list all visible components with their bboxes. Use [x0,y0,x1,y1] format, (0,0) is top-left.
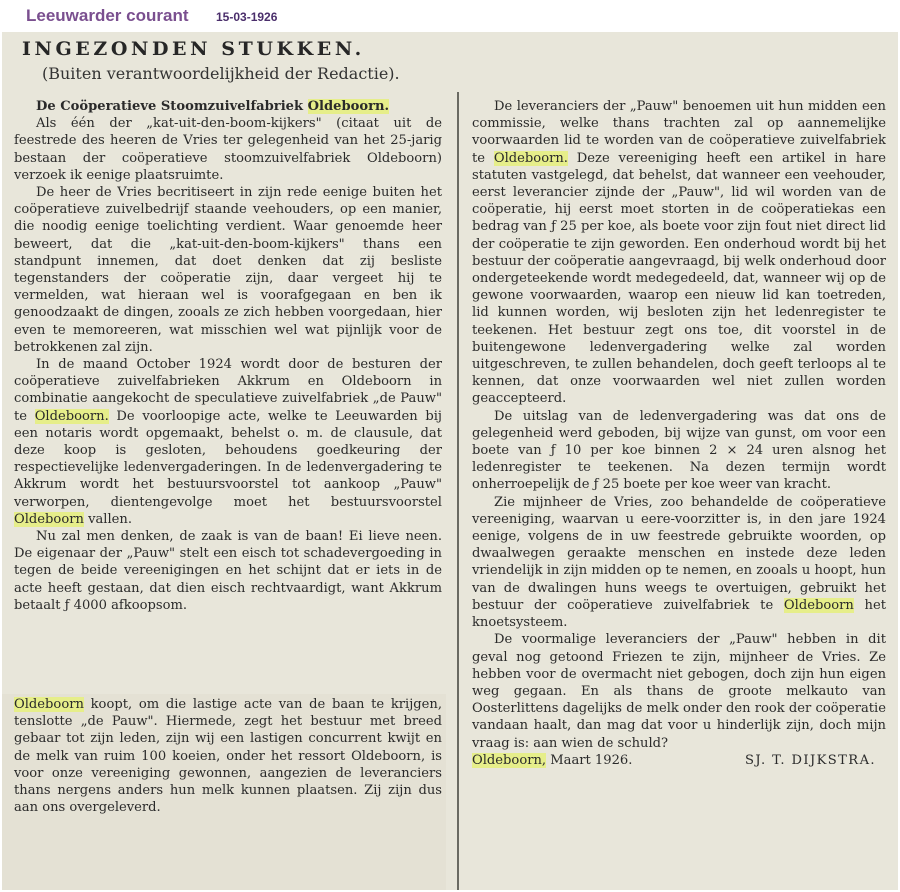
left-column [14,98,442,614]
highlight-term: Oldeboorn [783,597,854,613]
article-title: De Coöperatieve Stoomzuivelfabriek Oldeboorn. [36,99,390,114]
highlight-term: Oldeboorn, [472,752,547,768]
paragraph: Als één der „kat-uit-den-boom-kijkers" (citaat uit de feestrede des heeren de Vries ter gelegenheid van het 25-jarig bestaan der coöperatieve stoomzuivelfabriek Oldeboorn) verzoek ik eenige plaatsruimte. [14,116,442,183]
paragraph: Nu zal men denken, de zaak is van de baan! Ei lieve neen. De eigenaar der „Pauw" stelt een eisch tot schadevergoeding in tegen de beide vereenigingen en het schijnt dat er iets in de acte heeft gestaan, dat dien eisch rechtvaardigt, want Akkrum betaalt ƒ 4000 afkoopsom. [14,529,442,613]
paragraph: In de maand October 1924 wordt door de besturen der coöperatieve zuivelfabrieken Akkrum en Oldeboorn in combinatie aangekocht de speculatieve zuivelfabriek „de Pauw" te Oldeboorn. De voorloopige acte, welke te Leeuwarden bij een notaris wordt opgemaakt, behelst o. m. de clausule, dat deze koop is gesloten, behoudens goedkeuring der respectievelijke ledenvergaderingen. In de ledenvergadering te Akkrum wordt het bestuursvoorstel tot aankoop „Pauw" verworpen, dientengevolge moet het bestuursvoorstel Oldeboorn vallen. [14,357,442,527]
paragraph: De voormalige leveranciers der „Pauw" hebben in dit geval nog getoond Friezen te zijn, mijnheer de Vries. Ze hebben voor de overmacht niet gebogen, doch zijn hun eigen weg gegaan. En als thans de groote melkauto van Oosterlittens dagelijks de melk onder den rook der coöperatie vandaan haalt, dan mag dat voor u hinderlijk zijn, doch mijn vraag is: aan wien de schuld? [472,632,886,751]
highlight-term: Oldeboorn [14,511,84,527]
left-column-continued [14,696,442,816]
highlight-term: Oldeboorn. [493,150,568,166]
paragraph: De leveranciers der „Pauw" benoemen uit hun midden een commissie, welke thans trachten zal op aannemelijke voorwaarden lid te worden van de coöperatieve zuivelfabriek te Oldeboorn. Deze vereeniging heeft een artikel in hare statuten vastgelegd, dat behelst, dat wanneer een veehouder, eerst leverancier zijnde der „Pauw", lid wil worden van de coöperatie, hij eerst moet storten in de coöperatiekas een bedrag van ƒ 25 per koe, als boete voor zijn fout niet direct lid der coöperatie te zijn geworden. Een onderhoud wordt bij het bestuur der coöperatie aangevraagd, bij welk onderhoud door ondergeteekende wordt medegedeeld, dat, wanneer wij op de gewone voorwaarden, waarop een nieuw lid kan toetreden, lid kunnen worden, wij besloten zijn het ledenregister te teekenen. Het bestuur zegt ons toe, dit voorstel in de buitengewone ledenvergadering welke zal worden uitgeschreven, te zullen behandelen, doch geeft terloops al te kennen, dat onze voorwaarden wel niet zullen worden geaccepteerd. [472,99,886,407]
newspaper-title: Leeuwarder courant [26,6,189,25]
section-heading: INGEZONDEN STUKKEN. [22,38,365,60]
column-divider [457,92,459,890]
paragraph: De heer de Vries becritiseert in zijn rede eenige buiten het coöperatieve zuivelbedrijf staande veehouders, op een manier, die noodig eenige toelichting verdient. Waar genoemde heer beweert, dat die „kat-uit-den-boom-kijkers" thans een standpunt innemen, dat doet denken dat zij besliste tegenstanders der coöperatie zijn, daar vergeet hij te vermelden, wat hieraan wel is voorafgegaan en ben ik genoodzaakt de dingen, zooals ze zich hebben voorgedaan, hier even te memoreeren, wat misschien wel wat pijnlijk voor de betrokkenen zal zijn. [14,185,442,355]
paragraph: De uitslag van de ledenvergadering was dat ons de gelegenheid werd geboden, bij wijze van gunst, om voor een boete van ƒ 10 per koe binnen 2 × 24 uren alsnog het ledenregister te teekenen. Na dezen termijn wordt onherroepelijk de ƒ 25 boete per koe weer van kracht. [472,408,886,493]
newspaper-clipping [2,32,898,890]
author-name: SJ. T. DIJKSTRA. [745,752,876,768]
signature-line [472,752,886,769]
publication-date: 15-03-1926 [216,10,278,24]
signature-place-date: Oldeboorn, Maart 1926. [472,752,633,768]
right-column [472,98,886,769]
highlight-term: Oldeboorn. [34,408,109,424]
newspaper-header [0,0,900,32]
highlight-term: Oldeboorn [14,697,84,712]
highlight-term: Oldeboorn. [307,99,390,114]
paragraph: Oldeboorn koopt, om die lastige acte van de baan te krijgen, tenslotte „de Pauw". Hiermede, zegt het bestuur met breed gebaar tot zijn leden, zijn wij een lastigen concurrent kwijt en de melk van ruim 100 koeien, onder het ressort Oldeboorn, is voor onze vereeniging gewonnen, aangezien de leveranciers thans nergens anders hun melk kunnen plaatsen. Zij zijn dus aan ons overgeleverd. [14,697,442,816]
section-subheading: (Buiten verantwoordelijkheid der Redactie). [42,64,400,83]
paragraph: Zie mijnheer de Vries, zoo behandelde de coöperatieve vereeniging, waarvan u eere-voorzitter is, in den jare 1924 eenige, volgens de in uw feestrede gebruikte woorden, op dwaalwegen geraakte menschen en instede deze leden vriendelijk in zijn midden op te nemen, en zooals u hoopt, hun van de dwalingen huns weegs te overtuigen, gebruikt het bestuur der coöperatieve zuivelfabriek te Oldeboorn het knoetsysteem. [472,494,886,631]
